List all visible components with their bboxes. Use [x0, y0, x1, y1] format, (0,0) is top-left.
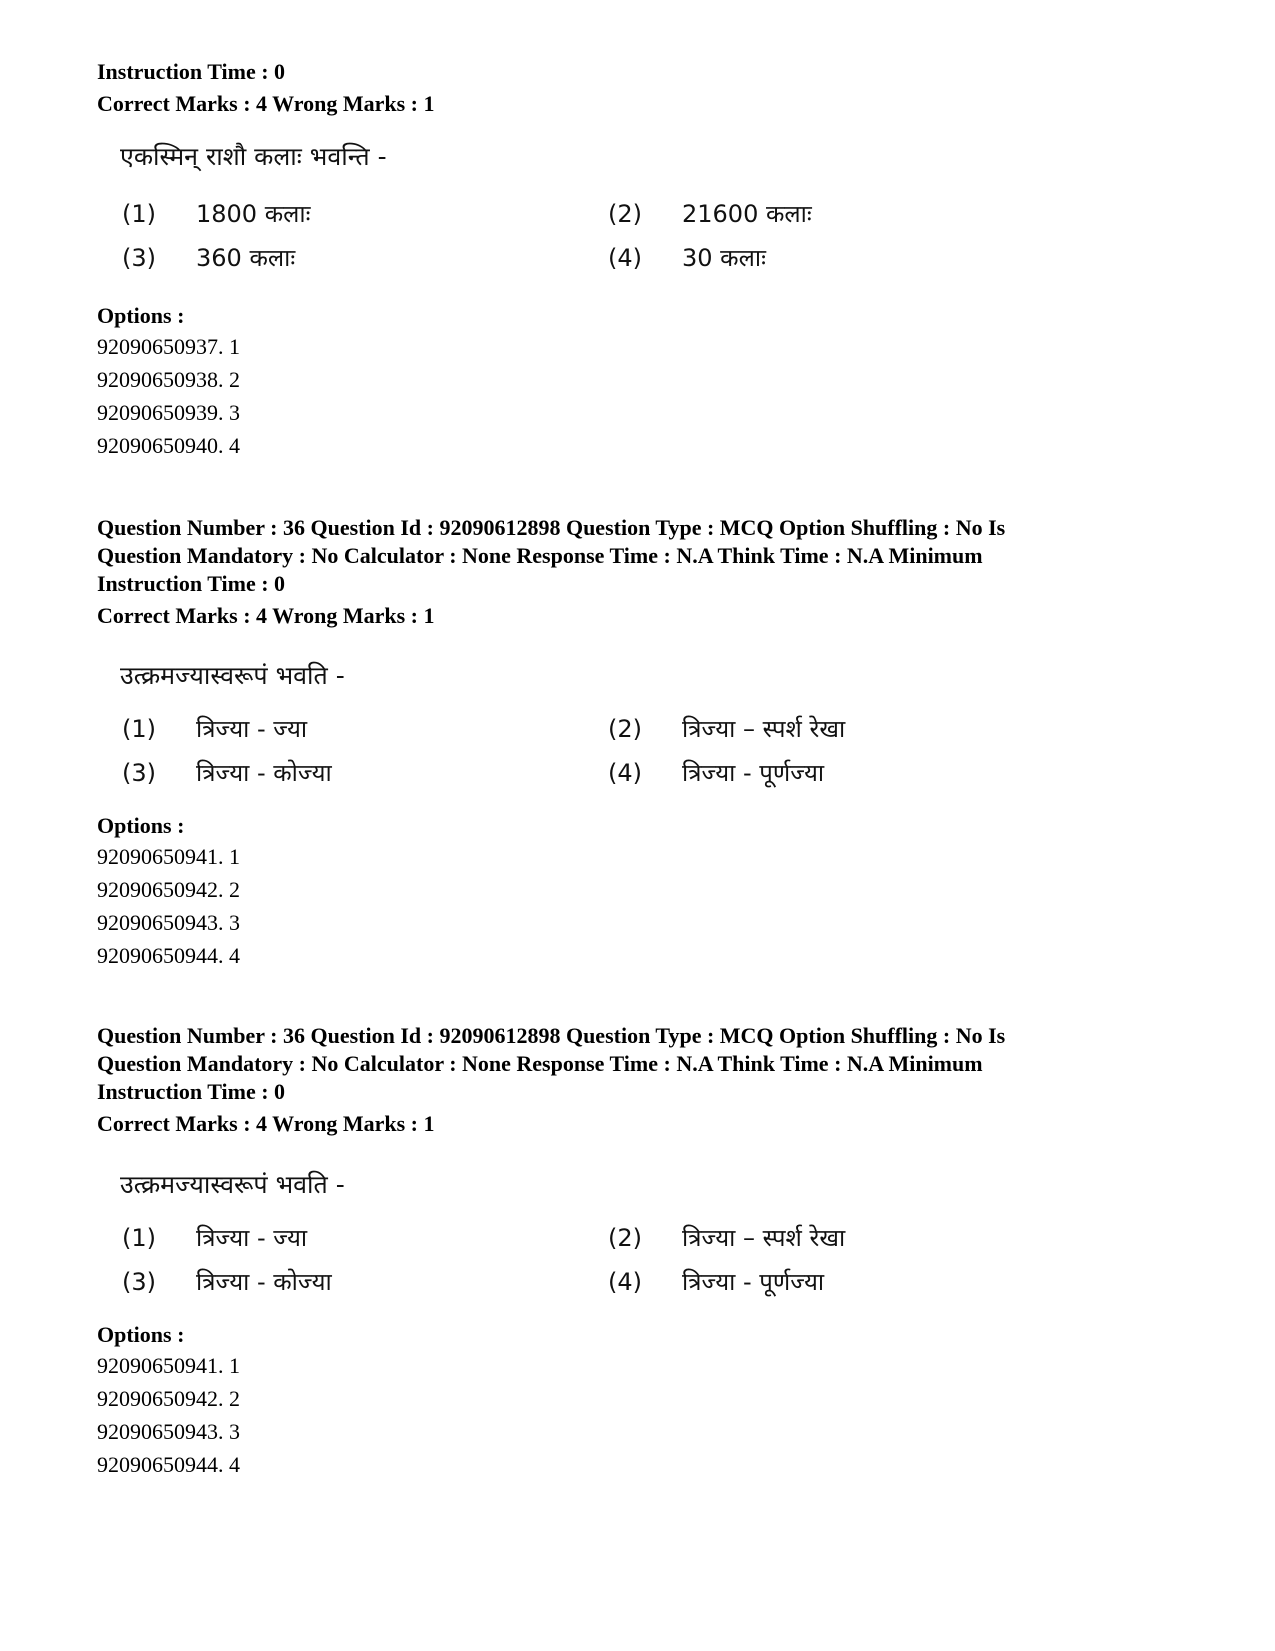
choice-row [120, 1216, 846, 1260]
question-figure-3 [120, 1168, 846, 1304]
question-header: Question Number : 36 Question Id : 92090612898 Question Type : MCQ Option Shuffling : No Is [97, 1023, 1006, 1048]
option-item: 92090650943. 3 [97, 910, 240, 935]
instruction-time: Instruction Time : 0 [97, 571, 286, 596]
options-list-2 [97, 812, 1177, 972]
choice-1: (1) त्रिज्या - ज्या [122, 1224, 308, 1252]
question-header: Question Mandatory : No Calculator : None Response Time : N.A Think Time : N.A Minimum [97, 543, 983, 568]
options-list-3 [97, 1321, 1177, 1481]
options-label: Options : [97, 813, 185, 838]
options-label: Options : [97, 1322, 185, 1347]
choice-1: (1) त्रिज्या - ज्या [122, 715, 308, 743]
choice-3: (3) 360 कलाः [122, 244, 296, 272]
question-block-2 [97, 514, 1177, 630]
marks-line: Correct Marks : 4 Wrong Marks : 1 [97, 91, 435, 116]
marks-line: Correct Marks : 4 Wrong Marks : 1 [97, 1111, 435, 1136]
choice-2: (2) त्रिज्या – स्पर्श रेखा [608, 1224, 846, 1252]
option-item: 92090650939. 3 [97, 400, 240, 425]
instruction-time: Instruction Time : 0 [97, 59, 286, 84]
options-label: Options : [97, 303, 185, 328]
option-item: 92090650941. 1 [97, 844, 240, 869]
choice-4: (4) 30 कलाः [608, 244, 766, 272]
instruction-time: Instruction Time : 0 [97, 1079, 286, 1104]
choice-row [120, 751, 840, 795]
question-figure-top [120, 140, 840, 280]
option-item: 92090650942. 2 [97, 877, 240, 902]
question-header: Question Mandatory : No Calculator : None Response Time : N.A Think Time : N.A Minimum [97, 1051, 983, 1076]
choice-2: (2) 21600 कलाः [608, 200, 812, 228]
option-item: 92090650940. 4 [97, 433, 240, 458]
option-item: 92090650942. 2 [97, 1386, 240, 1411]
question-text: एकस्मिन् राशौ कलाः भवन्ति - [120, 142, 387, 171]
question-block-3 [97, 1022, 1177, 1138]
question-text: उत्क्रमज्यास्वरूपं भवति - [120, 1170, 345, 1199]
choice-row [120, 192, 840, 236]
choice-4: (4) त्रिज्या - पूर्णज्या [608, 1268, 825, 1296]
choice-3: (3) त्रिज्या - कोज्या [122, 759, 332, 787]
choice-3: (3) त्रिज्या - कोज्या [122, 1268, 332, 1296]
options-list-top [97, 302, 1177, 462]
option-item: 92090650944. 4 [97, 943, 240, 968]
choice-1: (1) 1800 कलाः [122, 200, 311, 228]
choice-2: (2) त्रिज्या – स्पर्श रेखा [608, 715, 846, 743]
option-item: 92090650941. 1 [97, 1353, 240, 1378]
marks-line: Correct Marks : 4 Wrong Marks : 1 [97, 603, 435, 628]
choice-row [120, 236, 840, 280]
question-text: उत्क्रमज्यास्वरूपं भवति - [120, 661, 345, 690]
choice-4: (4) त्रिज्या - पूर्णज्या [608, 759, 825, 787]
question-block-top [97, 58, 1177, 118]
choice-row [120, 1260, 840, 1304]
choice-row [120, 707, 846, 751]
question-header: Question Number : 36 Question Id : 92090612898 Question Type : MCQ Option Shuffling : No Is [97, 515, 1006, 540]
option-item: 92090650938. 2 [97, 367, 240, 392]
option-item: 92090650943. 3 [97, 1419, 240, 1444]
option-item: 92090650944. 4 [97, 1452, 240, 1477]
question-figure-2 [120, 659, 846, 795]
option-item: 92090650937. 1 [97, 334, 240, 359]
